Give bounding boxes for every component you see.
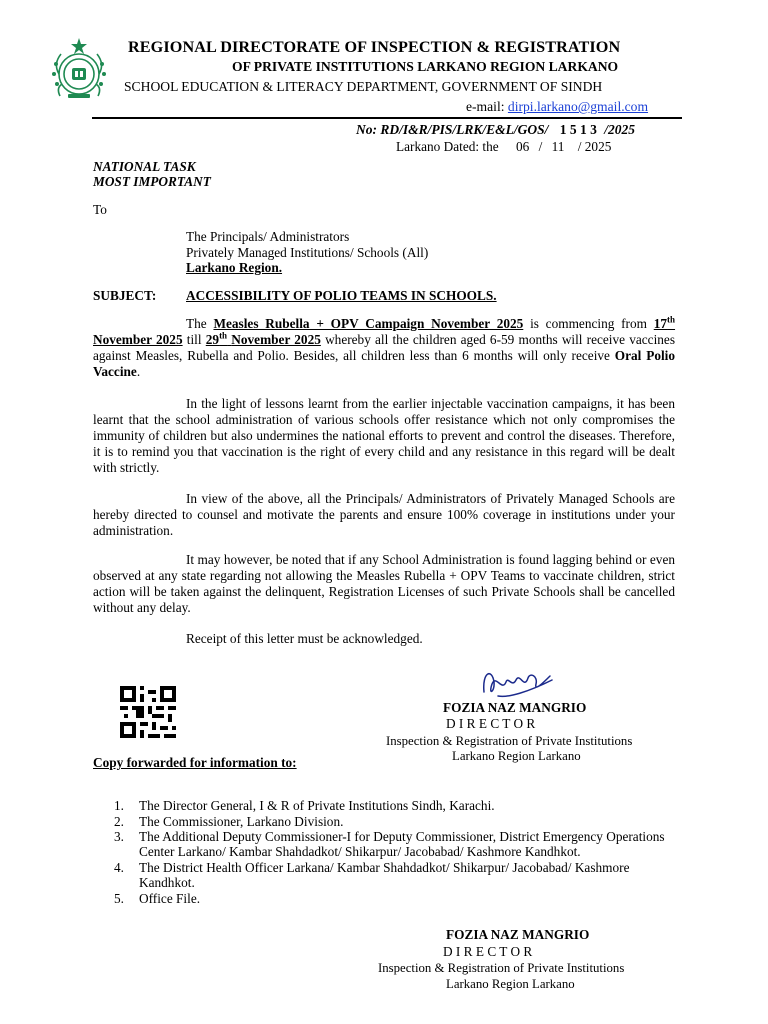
header-title-line2: OF PRIVATE INSTITUTIONS LARKANO REGION LARKANO [232, 59, 619, 74]
paragraph-3: In view of the above, all the Principals/ Administrators of Privately Managed Schools are hereby directed to counsel and motivate the parents and ensure 100% coverage in institutions under your administration. [93, 491, 675, 538]
signatory-dept-2: Inspection & Registration of Private Institutions [378, 961, 625, 975]
signatory-dept-1: Inspection & Registration of Private Institutions [386, 734, 633, 748]
letter-date: Larkano Dated: the 06 / 11 / 2025 [396, 139, 612, 154]
copy-forwarded-heading: Copy forwarded for information to: [93, 755, 297, 770]
addressee-line1: The Principals/ Administrators [186, 229, 350, 244]
subject-label: SUBJECT: [93, 288, 157, 303]
signatory-region-1: Larkano Region Larkano [452, 749, 581, 763]
header-title-line1: REGIONAL DIRECTORATE OF INSPECTION & REGISTRATION [128, 38, 621, 56]
paragraph-1: The Measles Rubella + OPV Campaign November 2025 is commencing from 17th November 2025 till 29th November 2025 whereby all the children aged 6-59 months will receive vaccines against Measles, Rubella and Polio. Besides, all children less than 6 months will only receive Oral Polio Vaccine. [93, 314, 676, 379]
tag-national-task: NATIONAL TASK [93, 159, 196, 174]
header-email-row [466, 99, 686, 115]
signatory-title-1: D I R E C T O R [446, 716, 536, 731]
header-department: SCHOOL EDUCATION & LITERACY DEPARTMENT, GOVERNMENT OF SINDH [124, 79, 603, 94]
addressee-line3: Larkano Region. [186, 260, 283, 275]
paragraph-4: It may however, be noted that if any School Administration is found lagging behind or even observed at any state regarding not allowing the Measles Rubella + OPV Teams to vaccinate children, strict action will be taken against the delinquent, Registration Licenses of such Private Schools shall be cancelled without any delay. [93, 552, 675, 615]
oral-polio-vaccine: Oral Polio Vaccine [93, 348, 675, 379]
government-emblem [48, 36, 110, 102]
campaign-name: Measles Rubella + OPV Campaign November 2025 [213, 316, 524, 331]
signatory-name-2: FOZIA NAZ MANGRIO [446, 927, 590, 942]
subject-text: ACCESSIBILITY OF POLIO TEAMS IN SCHOOLS. [186, 288, 497, 303]
paragraph-5: Receipt of this letter must be acknowledged. [186, 631, 423, 646]
header-divider [92, 117, 682, 119]
to-label: To [93, 202, 107, 217]
reference-number: No: RD/I&R/PIS/LRK/E&L/GOS/ 1 5 1 3 /2025 [356, 122, 636, 137]
signatory-title-2: D I R E C T O R [443, 944, 533, 959]
tag-most-important: MOST IMPORTANT [93, 174, 211, 189]
email-link[interactable]: dirpi.larkano@gmail.com [507, 99, 649, 114]
handwritten-signature [478, 662, 558, 704]
signatory-region-2: Larkano Region Larkano [446, 977, 575, 991]
signatory-name-1: FOZIA NAZ MANGRIO [443, 700, 587, 715]
addressee-line2: Privately Managed Institutions/ Schools (All) [186, 245, 429, 260]
paragraph-2: In the light of lessons learnt from the earlier injectable vaccination campaigns, it has been learnt that the school administration of various schools offer resistance which not only compromises the immunity of children but also undermines the national efforts to prevent and control the diseases. Therefore, it is to remind you that vaccination is the right of every child and any resistance in this regard will be dealt with strictly. [93, 396, 675, 475]
email-label: e-mail: [466, 99, 505, 114]
qr-code [120, 686, 176, 738]
